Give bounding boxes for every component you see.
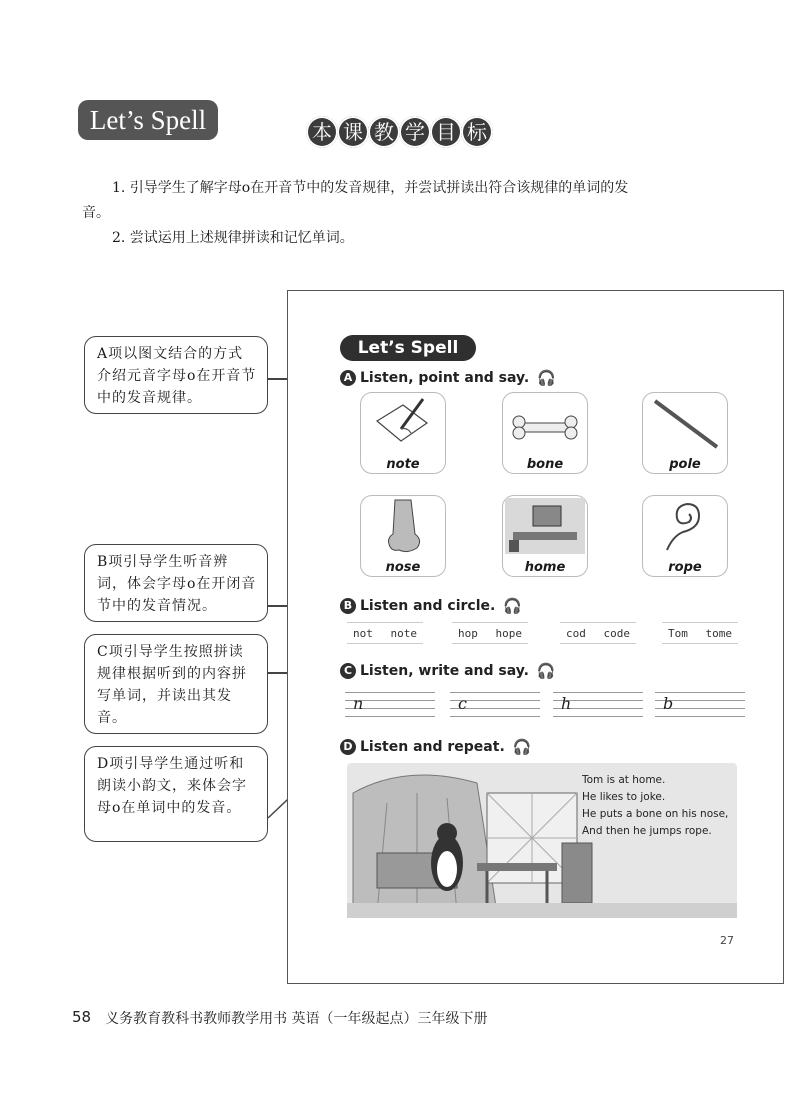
start-letter: n [353,694,364,713]
section-title: Listen and repeat. [360,739,505,755]
note-section-c: C项引导学生按照拼读规律根据听到的内容拼写单词，并读出其发音。 [84,634,268,734]
objective-title [306,116,492,150]
section-a-heading [340,369,556,387]
section-letter: C [340,663,356,679]
word-card-bone [502,392,588,474]
headphones-icon: 🎧 [536,662,556,680]
headphones-icon: 🎧 [537,369,556,387]
word-card-pole [642,392,728,474]
rhyme-text [582,772,728,840]
word-pair[interactable] [662,622,738,644]
write-line[interactable] [655,692,745,720]
nose-icon [361,496,445,556]
start-letter: b [663,694,674,713]
word-card-nose [360,495,446,577]
objective-char: 课 [337,116,369,148]
goal-1: 1. 引导学生了解字母o在开音节中的发音规律，并尝试拼读出符合该规律的单词的发 [112,180,629,196]
note-section-a: A项以图文结合的方式介绍元音字母o在开音节中的发音规律。 [84,336,268,414]
pair-word: not [353,626,373,640]
section-title: Listen, point and say. [360,370,530,386]
rhyme-line: He puts a bone on his nose, [582,808,729,820]
pair-word: note [390,626,417,640]
write-line[interactable] [450,692,540,720]
pair-word: code [603,626,630,640]
section-letter: D [340,739,356,755]
objective-char: 标 [461,116,493,148]
section-title: Listen and circle. [360,598,496,614]
pen-paper-icon [361,393,445,453]
pair-word: tome [705,626,732,640]
section-title: Listen, write and say. [360,663,529,679]
pair-word: hop [458,626,478,640]
objective-char: 目 [430,116,462,148]
word-pair[interactable] [347,622,423,644]
home-icon [503,496,587,556]
objective-char: 学 [399,116,431,148]
word-label: home [524,560,566,575]
section-letter: B [340,598,356,614]
section-tag: Let’s Spell [78,100,218,140]
word-label: nose [385,560,421,575]
word-card-note [360,392,446,474]
pair-word: cod [566,626,586,640]
rhyme-line: Tom is at home. [582,774,666,786]
bone-icon [503,393,587,453]
word-pair[interactable] [452,622,528,644]
section-c-heading [340,662,556,680]
objective-char: 教 [368,116,400,148]
word-pair[interactable] [560,622,636,644]
word-card-home [502,495,588,577]
write-line[interactable] [553,692,643,720]
goal-1-continued: 音。 [82,205,110,221]
rope-icon [643,496,727,556]
word-label: rope [668,560,702,575]
page-footer [72,1008,488,1028]
book-title: Let’s Spell [340,335,476,361]
headphones-icon: 🎧 [503,597,522,615]
goal-2: 2. 尝试运用上述规律拼读和记忆单词。 [112,230,354,246]
write-line[interactable] [345,692,435,720]
headphones-icon: 🎧 [512,738,532,756]
teaching-goals [82,176,722,251]
page-number: 58 [72,1008,92,1026]
note-section-b: B项引导学生听音辨词，体会字母o在开闭音节中的发音情况。 [84,544,268,622]
textbook-page-number: 27 [720,934,734,947]
section-letter: A [340,370,356,386]
rhyme-line: And then he jumps rope. [582,825,712,837]
objective-char: 本 [306,116,338,148]
word-label: note [386,457,420,472]
section-b-heading [340,597,522,615]
start-letter: c [458,694,467,713]
pole-icon [643,393,727,453]
note-section-d: D项引导学生通过听和朗读小韵文，来体会字母o在单词中的发音。 [84,746,268,842]
pair-word: hope [495,626,522,640]
section-d-heading [340,738,531,756]
word-card-rope [642,495,728,577]
start-letter: h [561,694,572,713]
book-title-footer: 义务教育教科书教师教学用书 英语（一年级起点）三年级下册 [105,1011,488,1027]
pair-word: Tom [668,626,688,640]
word-label: pole [669,457,701,472]
rhyme-line: He likes to joke. [582,791,666,803]
word-label: bone [526,457,564,472]
